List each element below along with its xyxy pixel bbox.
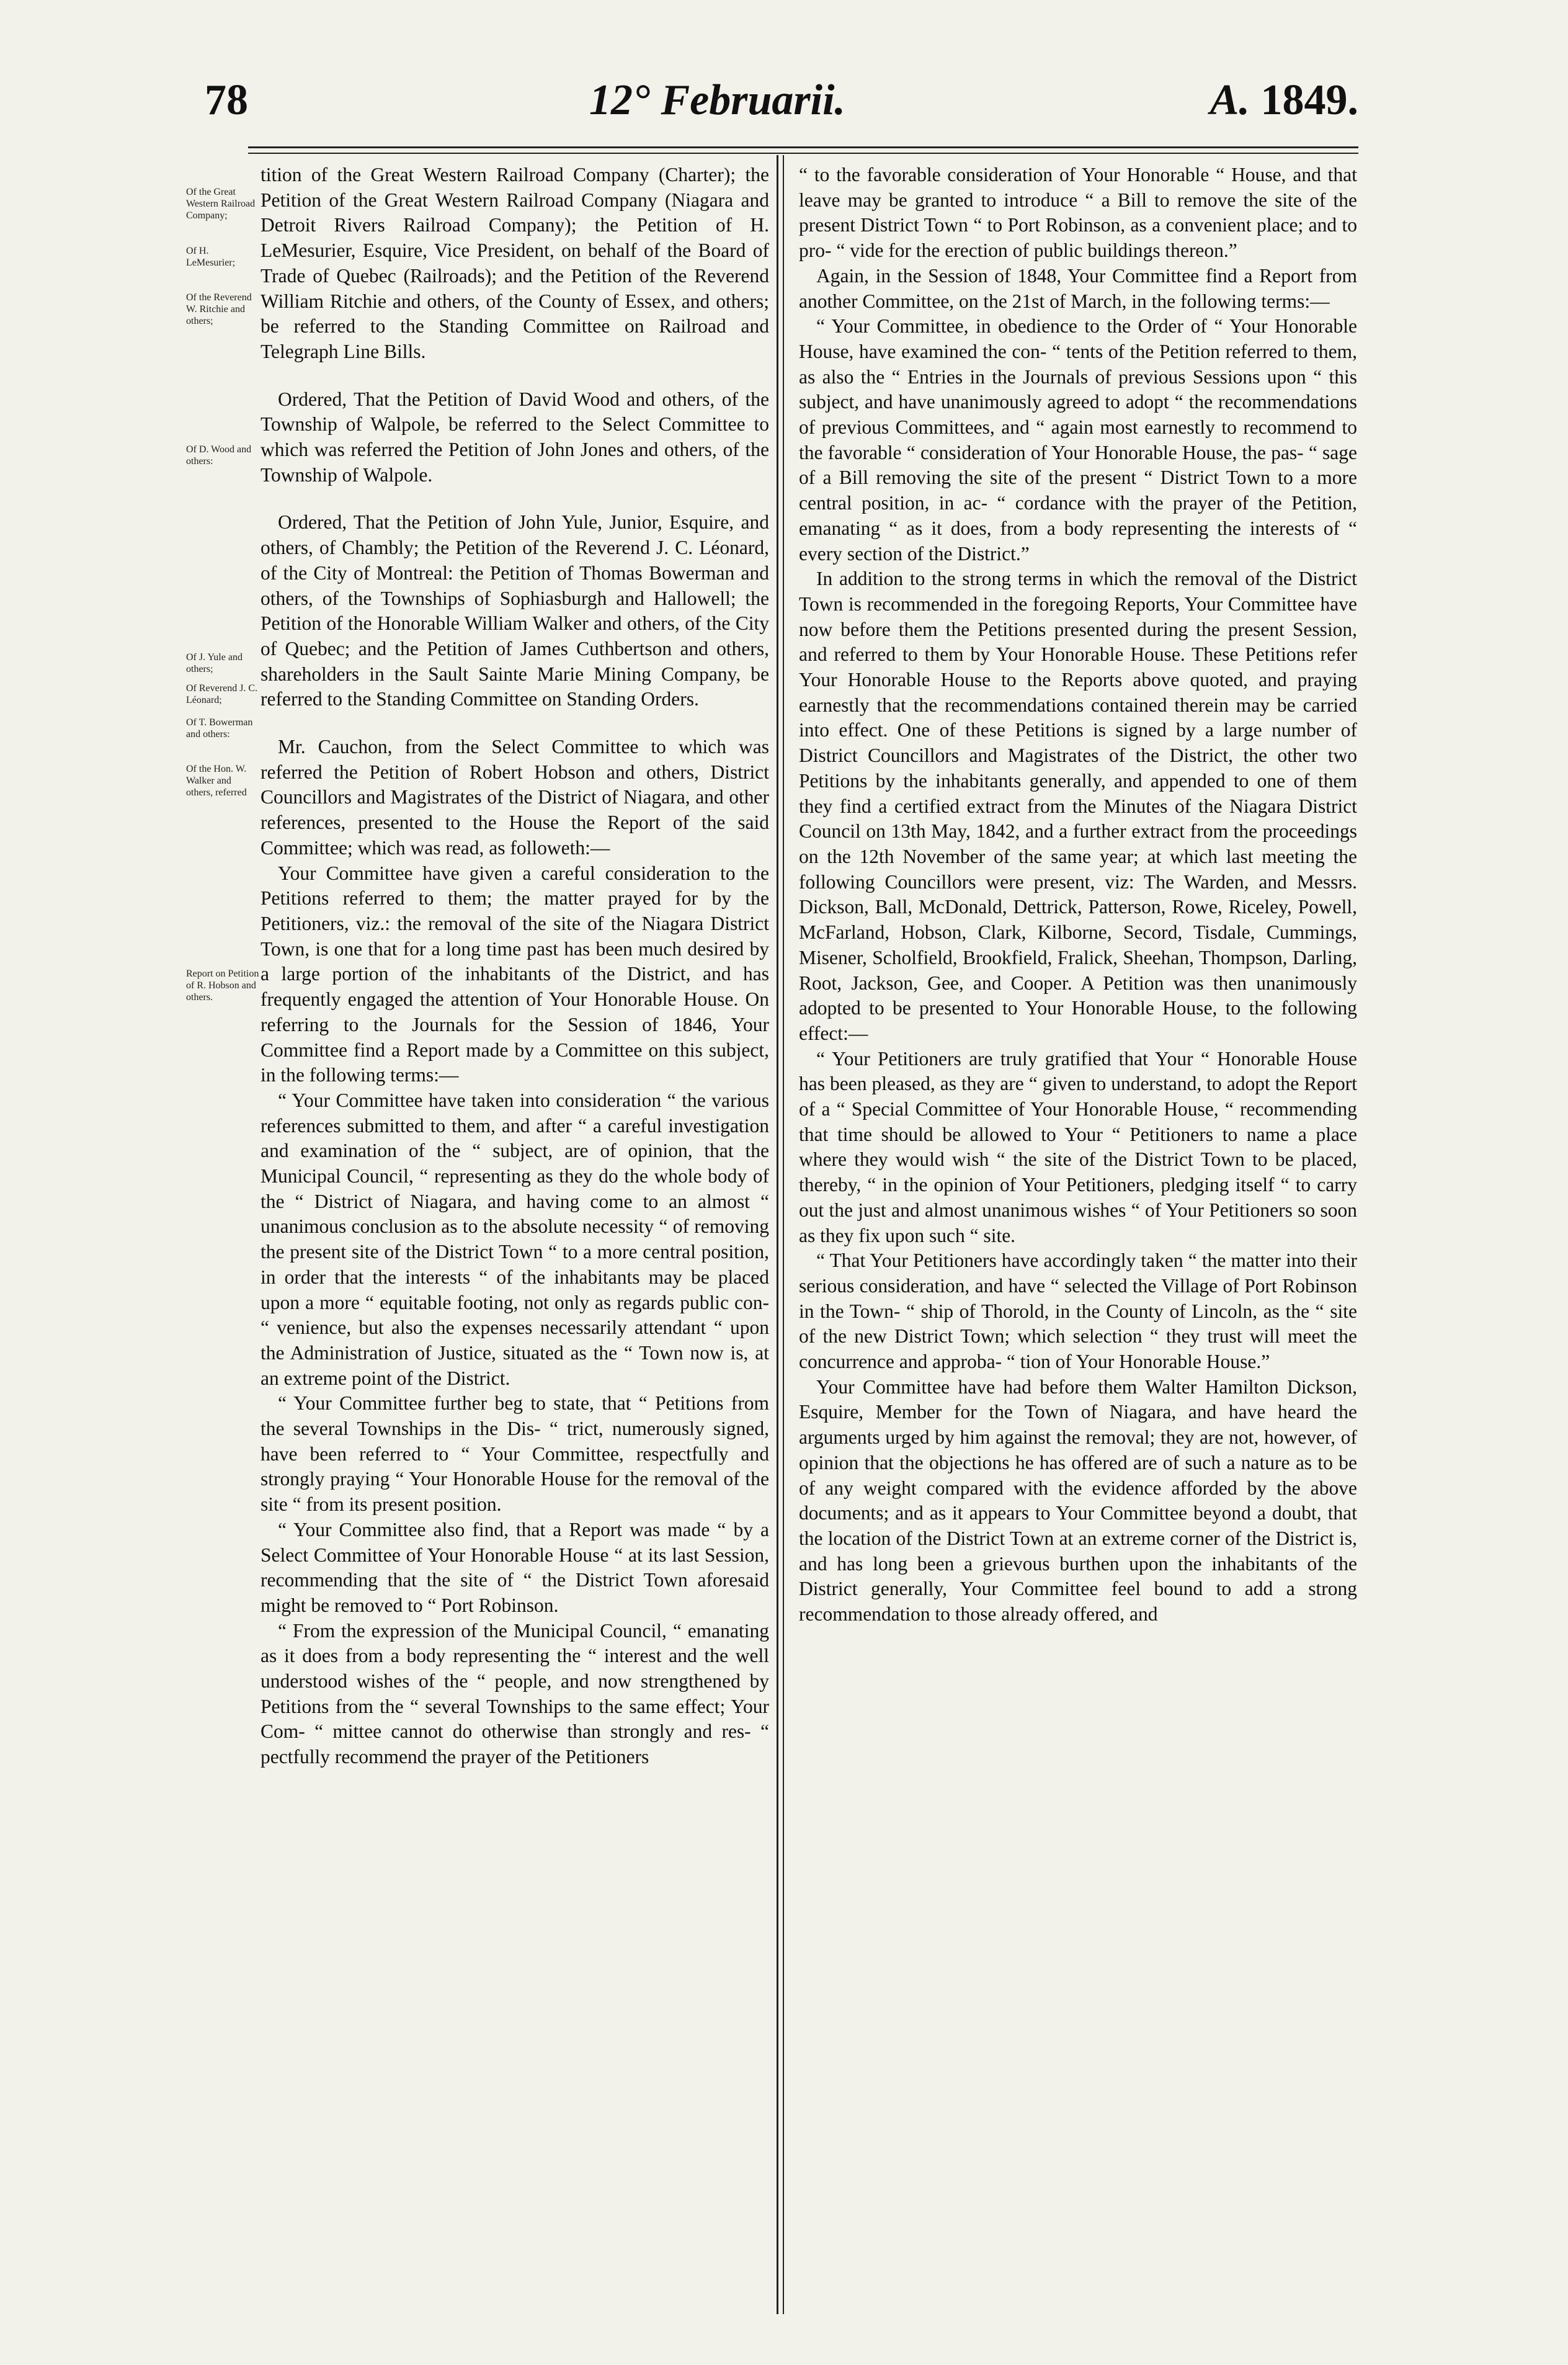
paragraph: “ Your Committee further beg to state, that “ Petitions from the several Townships in the Dis- “ trict, numerously signed, have been referred to “ Your Committee, respectfully and strongly praying “ Your Honorable House for the removal of the site “ from its present position. <box>261 1392 769 1516</box>
paragraph: Your Committee have given a careful consideration to the Petitions referred to them; the matter prayed for by the Petitioners, viz.: the removal of the site of the Niagara District Town, is one that for a long time past has been much desired by a large portion of the inhabitants of the District, and has frequently engaged the attention of Your Honorable House. On referring to the Journals for the Session of 1846, Your Committee find a Report made by a Committee on this subject, in the following terms:— <box>261 862 769 1086</box>
paragraph: Ordered, That the Petition of David Wood and others, of the Township of Walpole, be referred to the Select Committee to which was referred the Petition of John Jones and others, of the Township of Walpole. <box>261 388 769 486</box>
year <box>1210 76 1358 125</box>
column-separator-thin <box>783 155 784 2314</box>
marginal-note: Of the Reverend W. Ritchie and others; <box>186 292 252 326</box>
marginal-note: Of D. Wood and others: <box>186 444 252 467</box>
paragraph: Mr. Cauchon, from the Select Committee to which was referred the Petition of Robert Hobson and others, District Councillors and Magistrates of the District of Niagara, and other references, presented to the House the Report of the said Committee; which was read, as followeth:— <box>261 736 769 859</box>
marginal-note: Of Reverend J. C. Léonard; <box>186 683 258 705</box>
column-separator <box>777 155 778 2314</box>
paragraph: Ordered, That the Petition of John Yule, Junior, Esquire, and others, of Chambly; the Petition of the Reverend J. C. Léonard, of the City of Montreal: the Petition of Thomas Bowerman and others, of the Townships of Sophiasburgh and Hallowell; the Petition of the Honorable William Walker and others, of the City of Quebec; and the Petition of James Cuthbertson and others, shareholders in the Sault Sainte Marie Mining Company, be referred to the Standing Committee on Standing Orders. <box>261 511 769 710</box>
running-title: 12° Februarii. <box>589 76 846 124</box>
paragraph: Your Committee have had before them Walter Hamilton Dickson, Esquire, Member for the Town of Niagara, and have heard the arguments urged by him against the removal; they are not, however, of opinion that the objections he has offered are of such a nature as to be of any weight compared with the evidence afforded by the above documents; and as it appears to Your Committee beyond a doubt, that the location of the District Town at an extreme corner of the District is, and has long been a grievous burthen upon the inhabitants of the District generally, Your Committee feel bound to add a strong recommendation to those already offered, and <box>799 1375 1357 1625</box>
marginal-note: Report on Petition of R. Hobson and others. <box>186 968 259 1003</box>
paragraph: “ Your Committee also find, that a Report was made “ by a Select Committee of Your Honorable House “ at its last Session, recommending that the site of “ the District Town aforesaid might be removed to “ Port Robinson. <box>261 1518 769 1616</box>
paragraph: “ Your Committee have taken into consideration “ the various references submitted to them, and after “ a careful investigation and examination of the “ subject, are of opinion, that the Municipal Council, “ representing as they do the whole body of the “ District of Niagara, and having come to an almost “ unanimous conclusion as to the absolute necessity “ of removing the present site of the District Town “ to a more central position, in order that the interests “ of the inhabitants may be placed upon a more “ equitable footing, not only as regards public con- “ venience, but also the expenses necessarily attendant “ upon the Administration of Justice, situated as the “ Town now is, at an extreme point of the District. <box>261 1089 769 1389</box>
paragraph: “ That Your Petitioners have accordingly taken “ the matter into their serious consideration, and have “ selected the Village of Port Robinson in the Town- “ ship of Thorold, in the County of Lincoln, as the “ site of the new District Town; which selection “ they trust will meet the concurrence and approba- “ tion of Your Honorable House.” <box>799 1250 1357 1373</box>
marginal-note: Of the Hon. W. Walker and others, referred <box>186 764 247 798</box>
paragraph: “ to the favorable consideration of Your Honorable “ House, and that leave may be granted to introduce “ a Bill to remove the site of the present District Town “ to Port Robinson, as a convenient place; and to pro- “ vide for the erection of public buildings thereon.” <box>799 164 1357 262</box>
paragraph: “ Your Committee, in obedience to the Order of “ Your Honorable House, have examined the con- “ tents of the Petition referred to them, as also the “ Entries in the Journals of previous Sessions upon “ this subject, and have unanimously agreed to adopt “ the recommendations of previous Committees, and “ again most earnestly to recommend to the favorable “ consideration of Your Honorable House, the pas- “ sage of a Bill removing the site of the present “ District Town to a more central position, in ac- “ cordance with the prayer of the Petition, emanating “ as it does, from a body representing the interests of “ every section of the District.” <box>799 315 1357 565</box>
marginal-note: Of the Great Western Railroad Company; <box>186 187 256 221</box>
paragraph: “ Your Petitioners are truly gratified that Your “ Honorable House has been pleased, as they are “ given to understand, to adopt the Report of a “ Special Committee of Your Honorable House, “ recommending that time should be allowed to Your “ Petitioners to name a place where they would wish “ the site of the District Town to be placed, thereby, “ in the opinion of Your Petitioners, pledging itself “ to carry out the just and almost unanimous wishes “ of Your Petitioners so soon as they fix upon such “ site. <box>799 1047 1357 1246</box>
right-column <box>799 163 1357 1627</box>
left-column <box>261 163 769 1770</box>
marginal-note: Of T. Bowerman and others: <box>186 717 253 740</box>
year-prefix: A. <box>1209 76 1250 124</box>
page-header <box>205 67 1371 135</box>
paragraph: tition of the Great Western Railroad Company (Charter); the Petition of the Great Western Railroad Company (Niagara and Detroit Rivers Railroad Company); the Petition of H. LeMesurier, Esquire, Vice President, on behalf of the Board of Trade of Quebec (Railroads); and the Petition of the Reverend William Ritchie and others, of the County of Essex, and others; be referred to the Standing Committee on Railroad and Telegraph Line Bills. <box>261 164 769 362</box>
page-number: 78 <box>205 76 248 124</box>
paragraph: “ From the expression of the Municipal Council, “ emanating as it does from a body representing the “ interest and the well understood wishes of the “ people, and now strengthened by Petitions from the “ several Townships to the same effect; Your Com- “ mittee cannot do otherwise than strongly and res- “ pectfully recommend the prayer of the Petitioners <box>261 1619 769 1768</box>
header-rule <box>248 146 1358 148</box>
header-rule-thin <box>248 153 1358 154</box>
marginal-note: Of H. LeMesurier; <box>186 246 236 268</box>
paragraph: Again, in the Session of 1848, Your Committee find a Report from another Committee, on the 21st of March, in the following terms:— <box>799 264 1357 312</box>
year-number: 1849. <box>1260 76 1358 124</box>
paragraph: In addition to the strong terms in which the removal of the District Town is recommended in the foregoing Reports, Your Committee have now before them the Petitions presented during the present Session, and referred to them by Your Honorable House. These Petitions refer Your Honorable House to the Reports above quoted, and praying earnestly that the recommendations contained therein may be carried into effect. One of these Petitions is signed by a large number of District Councillors and Magistrates of the District, the other two Petitions by the inhabitants generally, and appended to one of them they find a certified extract from the Minutes of the Niagara District Council on 13th May, 1842, and a further extract from the proceedings on the 12th November of the same year; at which last meeting the following Councillors were present, viz: The Warden, and Messrs. Dickson, Ball, McDonald, Dettrick, Patterson, Rowe, Riceley, Powell, McFarland, Hobson, Clark, Kilborne, Secord, Tisdale, Cummings, Misener, Scholfield, Brookfield, Fralick, Sheehan, Thompson, Darling, Root, Jackson, Gee, and Cooper. A Petition was then unanimously adopted to be presented to Your Honorable House, to the following effect:— <box>799 568 1357 1044</box>
marginal-note: Of J. Yule and others; <box>186 652 243 674</box>
